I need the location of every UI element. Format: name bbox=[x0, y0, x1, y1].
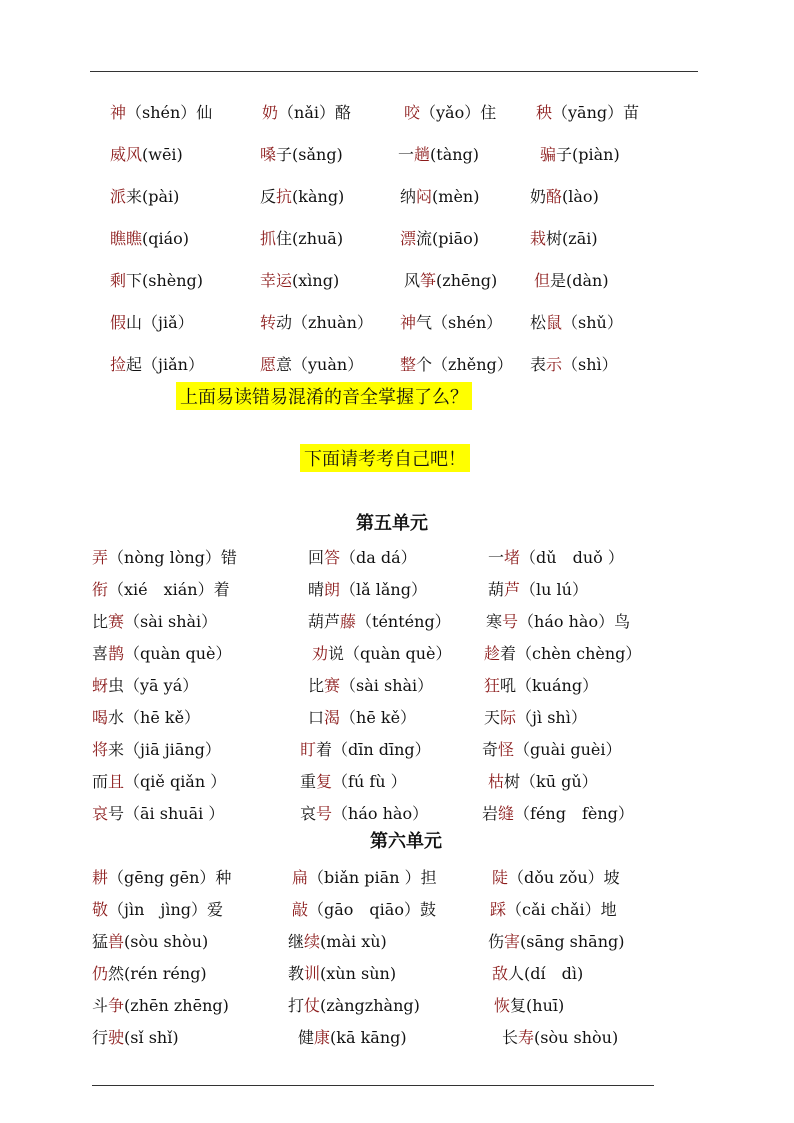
word-entry bbox=[488, 577, 588, 600]
word-entry bbox=[260, 352, 363, 375]
word-entry bbox=[308, 705, 416, 728]
word-entry bbox=[484, 641, 641, 664]
word-entry bbox=[110, 310, 194, 333]
entry-text: 复(huī) bbox=[510, 996, 565, 1015]
word-entry bbox=[536, 100, 639, 123]
word-entry bbox=[110, 184, 179, 207]
entry-text: (wēi) bbox=[142, 145, 183, 164]
entry-text: 吼（kuáng） bbox=[500, 676, 599, 695]
word-entry bbox=[400, 184, 479, 207]
word-entry bbox=[486, 609, 630, 632]
word-entry bbox=[308, 577, 427, 600]
word-entry bbox=[260, 142, 343, 165]
entry-text: （háo hào） bbox=[332, 804, 429, 823]
entry-text: 比 bbox=[308, 676, 325, 695]
entry-text: (sòu shòu) bbox=[124, 932, 209, 951]
word-row bbox=[0, 268, 794, 298]
entry-text: （háo hào）鸟 bbox=[518, 612, 631, 631]
highlighted-char: 瞧瞧 bbox=[110, 229, 143, 248]
word-row bbox=[0, 184, 794, 214]
word-row bbox=[0, 737, 794, 767]
word-entry bbox=[492, 961, 583, 984]
highlighted-char: 争 bbox=[108, 996, 125, 1015]
entry-text: 反 bbox=[260, 187, 277, 206]
highlighted-char: 驶 bbox=[108, 1028, 125, 1047]
word-entry bbox=[530, 310, 623, 333]
word-entry bbox=[260, 310, 373, 333]
word-entry bbox=[488, 545, 624, 568]
unit-6-heading: 第六单元 bbox=[370, 831, 442, 852]
word-entry bbox=[288, 961, 396, 984]
highlighted-char: 怪 bbox=[498, 740, 515, 759]
highlighted-char: 劝 bbox=[312, 644, 329, 663]
word-row bbox=[0, 1025, 794, 1055]
entry-text: 树（kū gǔ） bbox=[504, 772, 598, 791]
word-entry bbox=[400, 352, 513, 375]
word-entry bbox=[488, 769, 598, 792]
word-row bbox=[0, 310, 794, 340]
entry-text: 住(zhuā) bbox=[276, 229, 344, 248]
highlighted-char: 堵 bbox=[504, 548, 521, 567]
highlighted-char: 答 bbox=[324, 548, 341, 567]
word-entry bbox=[260, 226, 343, 249]
word-entry bbox=[292, 865, 437, 888]
entry-text: (zàngzhàng) bbox=[320, 996, 420, 1015]
highlighted-char: 骗 bbox=[540, 145, 557, 164]
highlighted-char: 秧 bbox=[536, 103, 553, 122]
highlighted-char: 剩 bbox=[110, 271, 127, 290]
highlighted-char: 整 bbox=[400, 355, 417, 374]
entry-text: （yāng）苗 bbox=[552, 103, 640, 122]
highlighted-char: 抓 bbox=[260, 229, 277, 248]
entry-text: 流(piāo) bbox=[416, 229, 480, 248]
entry-text: 一 bbox=[398, 145, 415, 164]
highlighted-char: 酪 bbox=[546, 187, 563, 206]
word-entry bbox=[292, 897, 436, 920]
entry-text: 葫芦 bbox=[308, 612, 341, 631]
entry-text: （quàn què） bbox=[124, 644, 232, 663]
highlighted-char: 朗 bbox=[324, 580, 341, 599]
entry-text: 树(zāi) bbox=[546, 229, 598, 248]
entry-text: 喜 bbox=[92, 644, 109, 663]
highlighted-char: 咬 bbox=[404, 103, 421, 122]
highlighted-char: 鹊 bbox=[108, 644, 125, 663]
word-entry bbox=[490, 897, 617, 920]
word-row bbox=[0, 641, 794, 671]
entry-text: 然(rén réng) bbox=[108, 964, 207, 983]
highlighted-char: 愿 bbox=[260, 355, 277, 374]
word-row bbox=[0, 142, 794, 172]
entry-text: 起（jiǎn） bbox=[126, 355, 204, 374]
highlighted-char: 枯 bbox=[488, 772, 505, 791]
entry-text: 号（āi shuāi ） bbox=[108, 804, 225, 823]
entry-text: (zhēng) bbox=[436, 271, 498, 290]
word-entry bbox=[288, 929, 387, 952]
entry-text: 天 bbox=[484, 708, 501, 727]
word-entry bbox=[404, 100, 496, 123]
entry-text: （lu lú） bbox=[520, 580, 588, 599]
highlighted-char: 奶 bbox=[262, 103, 279, 122]
highlighted-char: 仍 bbox=[92, 964, 109, 983]
entry-text: 山（jiǎ） bbox=[126, 313, 194, 332]
highlighted-char: 漂 bbox=[400, 229, 417, 248]
highlighted-char: 捡 bbox=[110, 355, 127, 374]
highlighted-char: 趁 bbox=[484, 644, 501, 663]
word-row bbox=[0, 769, 794, 799]
highlighted-char: 敌 bbox=[492, 964, 509, 983]
highlighted-char: 示 bbox=[546, 355, 563, 374]
highlighted-char: 嗓 bbox=[260, 145, 277, 164]
entry-text: （qiě qiǎn ） bbox=[124, 772, 227, 791]
highlighted-char: 恢 bbox=[494, 996, 511, 1015]
entry-text: （sài shài） bbox=[124, 612, 218, 631]
highlighted-char: 派 bbox=[110, 187, 127, 206]
word-entry bbox=[404, 268, 497, 291]
entry-text: 动（zhuàn） bbox=[276, 313, 373, 332]
entry-text: 表 bbox=[530, 355, 547, 374]
entry-text: 着（dīn dīng） bbox=[316, 740, 431, 759]
entry-text: (kàng) bbox=[292, 187, 345, 206]
highlighted-char: 号 bbox=[502, 612, 519, 631]
entry-text: 打 bbox=[288, 996, 305, 1015]
word-entry bbox=[308, 673, 433, 696]
word-entry bbox=[92, 609, 217, 632]
highlighted-char: 将 bbox=[92, 740, 109, 759]
entry-text: 教 bbox=[288, 964, 305, 983]
entry-text: （sài shài） bbox=[340, 676, 434, 695]
highlighted-char: 仗 bbox=[304, 996, 321, 1015]
highlighted-char: 趟 bbox=[414, 145, 431, 164]
word-row bbox=[0, 673, 794, 703]
highlighted-char: 幸运 bbox=[260, 271, 293, 290]
highlighted-char: 渴 bbox=[324, 708, 341, 727]
entry-text: 水（hē kě） bbox=[108, 708, 201, 727]
entry-text: (sòu shòu) bbox=[534, 1028, 619, 1047]
highlighted-char: 号 bbox=[316, 804, 333, 823]
highlighted-char: 赛 bbox=[324, 676, 341, 695]
highlighted-char: 扁 bbox=[292, 868, 309, 887]
entry-text: 回 bbox=[308, 548, 325, 567]
word-entry bbox=[488, 929, 625, 952]
word-entry bbox=[502, 1025, 618, 1048]
entry-text: 晴 bbox=[308, 580, 325, 599]
entry-text: （da dá） bbox=[340, 548, 417, 567]
entry-text: （dǒu zǒu）坡 bbox=[508, 868, 620, 887]
entry-text: 下(shèng) bbox=[126, 271, 204, 290]
bottom-rule bbox=[92, 1085, 654, 1086]
entry-text: 健 bbox=[298, 1028, 315, 1047]
highlighted-char: 缝 bbox=[498, 804, 515, 823]
highlighted-char: 威风 bbox=[110, 145, 143, 164]
word-row bbox=[0, 545, 794, 575]
entry-text: 来（jiā jiāng） bbox=[108, 740, 221, 759]
word-row bbox=[0, 929, 794, 959]
entry-text: （jì shì） bbox=[516, 708, 587, 727]
highlighted-char: 复 bbox=[316, 772, 333, 791]
entry-text: （dǔ duǒ ） bbox=[520, 548, 624, 567]
entry-text: 子(sǎng) bbox=[276, 145, 343, 164]
entry-text: 长 bbox=[502, 1028, 519, 1047]
highlighted-char: 芦 bbox=[504, 580, 521, 599]
highlighted-char: 且 bbox=[108, 772, 125, 791]
word-row bbox=[0, 961, 794, 991]
word-entry bbox=[398, 142, 479, 165]
word-entry bbox=[482, 737, 621, 760]
entry-text: 岩 bbox=[482, 804, 499, 823]
word-entry bbox=[308, 545, 417, 568]
entry-text: 比 bbox=[92, 612, 109, 631]
entry-text: （shì） bbox=[562, 355, 618, 374]
entry-text: 奶 bbox=[530, 187, 547, 206]
word-row bbox=[0, 609, 794, 639]
highlighted-char: 哀 bbox=[92, 804, 109, 823]
entry-text: 而 bbox=[92, 772, 109, 791]
entry-text: 人(dí dì) bbox=[508, 964, 584, 983]
word-entry bbox=[300, 769, 407, 792]
word-entry bbox=[540, 142, 620, 165]
word-entry bbox=[482, 801, 634, 824]
word-entry bbox=[92, 545, 237, 568]
word-row bbox=[0, 226, 794, 256]
highlighted-char: 但 bbox=[534, 271, 551, 290]
entry-text: （yǎo）住 bbox=[420, 103, 497, 122]
word-row bbox=[0, 897, 794, 927]
highlighted-char: 神 bbox=[400, 313, 417, 332]
entry-text: 纳 bbox=[400, 187, 417, 206]
entry-text: 继 bbox=[288, 932, 305, 951]
entry-text: 葫 bbox=[488, 580, 505, 599]
entry-text: 松 bbox=[530, 313, 547, 332]
entry-text: (zhēn zhēng) bbox=[124, 996, 229, 1015]
word-entry bbox=[92, 673, 198, 696]
entry-text: （ténténg） bbox=[356, 612, 451, 631]
top-rule bbox=[90, 71, 698, 72]
word-entry bbox=[92, 929, 208, 952]
entry-text: (mèn) bbox=[432, 187, 480, 206]
entry-text: （hē kě） bbox=[340, 708, 417, 727]
word-entry bbox=[492, 865, 620, 888]
word-entry bbox=[400, 226, 479, 249]
word-entry bbox=[110, 268, 203, 291]
highlighted-char: 陡 bbox=[492, 868, 509, 887]
entry-text: （shǔ） bbox=[562, 313, 623, 332]
entry-text: 奇 bbox=[482, 740, 499, 759]
highlighted-char: 敲 bbox=[292, 900, 309, 919]
word-row bbox=[0, 865, 794, 895]
word-row bbox=[0, 993, 794, 1023]
highlighted-char: 狂 bbox=[484, 676, 501, 695]
word-entry bbox=[92, 993, 229, 1016]
word-entry bbox=[92, 737, 221, 760]
entry-text: 行 bbox=[92, 1028, 109, 1047]
highlighted-char: 蚜 bbox=[92, 676, 109, 695]
highlighted-char: 栽 bbox=[530, 229, 547, 248]
entry-text: 子(piàn) bbox=[556, 145, 620, 164]
entry-text: 是(dàn) bbox=[550, 271, 609, 290]
entry-text: (sāng shāng) bbox=[520, 932, 625, 951]
word-entry bbox=[530, 226, 598, 249]
entry-text: （biǎn piān ）担 bbox=[308, 868, 437, 887]
entry-text: 斗 bbox=[92, 996, 109, 1015]
entry-text: （jìn jìng）爱 bbox=[108, 900, 224, 919]
word-entry bbox=[92, 577, 230, 600]
word-entry bbox=[92, 1025, 179, 1048]
entry-text: (tàng) bbox=[430, 145, 480, 164]
highlighted-char: 假 bbox=[110, 313, 127, 332]
entry-text: (kā kāng) bbox=[330, 1028, 407, 1047]
word-row bbox=[0, 705, 794, 735]
word-entry bbox=[300, 801, 428, 824]
entry-text: （fú fù ） bbox=[332, 772, 407, 791]
entry-text: （nǎi）酪 bbox=[278, 103, 351, 122]
word-row bbox=[0, 577, 794, 607]
word-entry bbox=[534, 268, 609, 291]
word-entry bbox=[92, 865, 231, 888]
highlighted-char: 兽 bbox=[108, 932, 125, 951]
highlighted-char: 转 bbox=[260, 313, 277, 332]
word-entry bbox=[92, 705, 200, 728]
entry-text: 意（yuàn） bbox=[276, 355, 364, 374]
entry-text: 猛 bbox=[92, 932, 109, 951]
highlighted-char: 赛 bbox=[108, 612, 125, 631]
word-entry bbox=[312, 641, 452, 664]
word-entry bbox=[530, 352, 618, 375]
entry-text: 寒 bbox=[486, 612, 503, 631]
highlighted-char: 康 bbox=[314, 1028, 331, 1047]
word-entry bbox=[110, 142, 183, 165]
quiz-banner: 下面请考考自己吧！ bbox=[300, 444, 470, 472]
word-entry bbox=[298, 1025, 407, 1048]
highlighted-char: 衔 bbox=[92, 580, 109, 599]
entry-text: 说（quàn què） bbox=[328, 644, 452, 663]
entry-text: (xùn sùn) bbox=[320, 964, 397, 983]
highlighted-char: 寿 bbox=[518, 1028, 535, 1047]
highlighted-char: 弄 bbox=[92, 548, 109, 567]
entry-text: （gāo qiāo）鼓 bbox=[308, 900, 436, 919]
word-entry bbox=[92, 641, 232, 664]
entry-text: (mài xù) bbox=[320, 932, 387, 951]
highlighted-char: 藤 bbox=[340, 612, 357, 631]
word-entry bbox=[110, 100, 212, 123]
word-entry bbox=[260, 184, 344, 207]
word-entry bbox=[92, 769, 226, 792]
word-entry bbox=[262, 100, 351, 123]
entry-text: (lào) bbox=[562, 187, 599, 206]
entry-text: (sǐ shǐ) bbox=[124, 1028, 179, 1047]
entry-text: （gēng gēn）种 bbox=[108, 868, 232, 887]
word-entry bbox=[260, 268, 339, 291]
unit-5-heading: 第五单元 bbox=[356, 513, 428, 534]
word-entry bbox=[494, 993, 564, 1016]
word-entry bbox=[300, 737, 431, 760]
entry-text: 气（shén） bbox=[416, 313, 503, 332]
word-entry bbox=[484, 673, 598, 696]
entry-text: 哀 bbox=[300, 804, 317, 823]
entry-text: （lǎ lǎng） bbox=[340, 580, 427, 599]
highlighted-char: 鼠 bbox=[546, 313, 563, 332]
word-entry bbox=[400, 310, 502, 333]
highlighted-char: 续 bbox=[304, 932, 321, 951]
word-entry bbox=[92, 801, 224, 824]
highlighted-char: 害 bbox=[504, 932, 521, 951]
highlighted-char: 际 bbox=[500, 708, 517, 727]
highlighted-char: 闷 bbox=[416, 187, 433, 206]
highlighted-char: 神 bbox=[110, 103, 127, 122]
entry-text: 风 bbox=[404, 271, 421, 290]
highlighted-char: 踩 bbox=[490, 900, 507, 919]
word-entry bbox=[110, 352, 204, 375]
highlighted-char: 抗 bbox=[276, 187, 293, 206]
entry-text: 伤 bbox=[488, 932, 505, 951]
word-entry bbox=[92, 961, 207, 984]
word-entry bbox=[110, 226, 189, 249]
word-entry bbox=[484, 705, 587, 728]
highlighted-char: 敬 bbox=[92, 900, 109, 919]
review-banner: 上面易读错易混淆的音全掌握了么？ bbox=[176, 382, 472, 410]
entry-text: (qiáo) bbox=[142, 229, 190, 248]
word-entry bbox=[92, 897, 223, 920]
word-row bbox=[0, 352, 794, 382]
entry-text: （cǎi chǎi）地 bbox=[506, 900, 617, 919]
entry-text: （guài guèi） bbox=[514, 740, 622, 759]
word-entry bbox=[308, 609, 451, 632]
entry-text: 虫（yā yá） bbox=[108, 676, 199, 695]
entry-text: （xié xián）着 bbox=[108, 580, 230, 599]
highlighted-char: 筝 bbox=[420, 271, 437, 290]
entry-text: （nòng lòng）错 bbox=[108, 548, 237, 567]
word-row bbox=[0, 100, 794, 130]
highlighted-char: 盯 bbox=[300, 740, 317, 759]
entry-text: （shén）仙 bbox=[126, 103, 213, 122]
entry-text: 一 bbox=[488, 548, 505, 567]
highlighted-char: 训 bbox=[304, 964, 321, 983]
word-entry bbox=[288, 993, 420, 1016]
word-entry bbox=[530, 184, 599, 207]
highlighted-char: 耕 bbox=[92, 868, 109, 887]
entry-text: （féng fèng） bbox=[514, 804, 634, 823]
entry-text: 着（chèn chèng） bbox=[500, 644, 642, 663]
entry-text: 个（zhěng） bbox=[416, 355, 513, 374]
highlighted-char: 喝 bbox=[92, 708, 109, 727]
entry-text: 来(pài) bbox=[126, 187, 180, 206]
entry-text: 重 bbox=[300, 772, 317, 791]
entry-text: 口 bbox=[308, 708, 325, 727]
entry-text: (xìng) bbox=[292, 271, 340, 290]
